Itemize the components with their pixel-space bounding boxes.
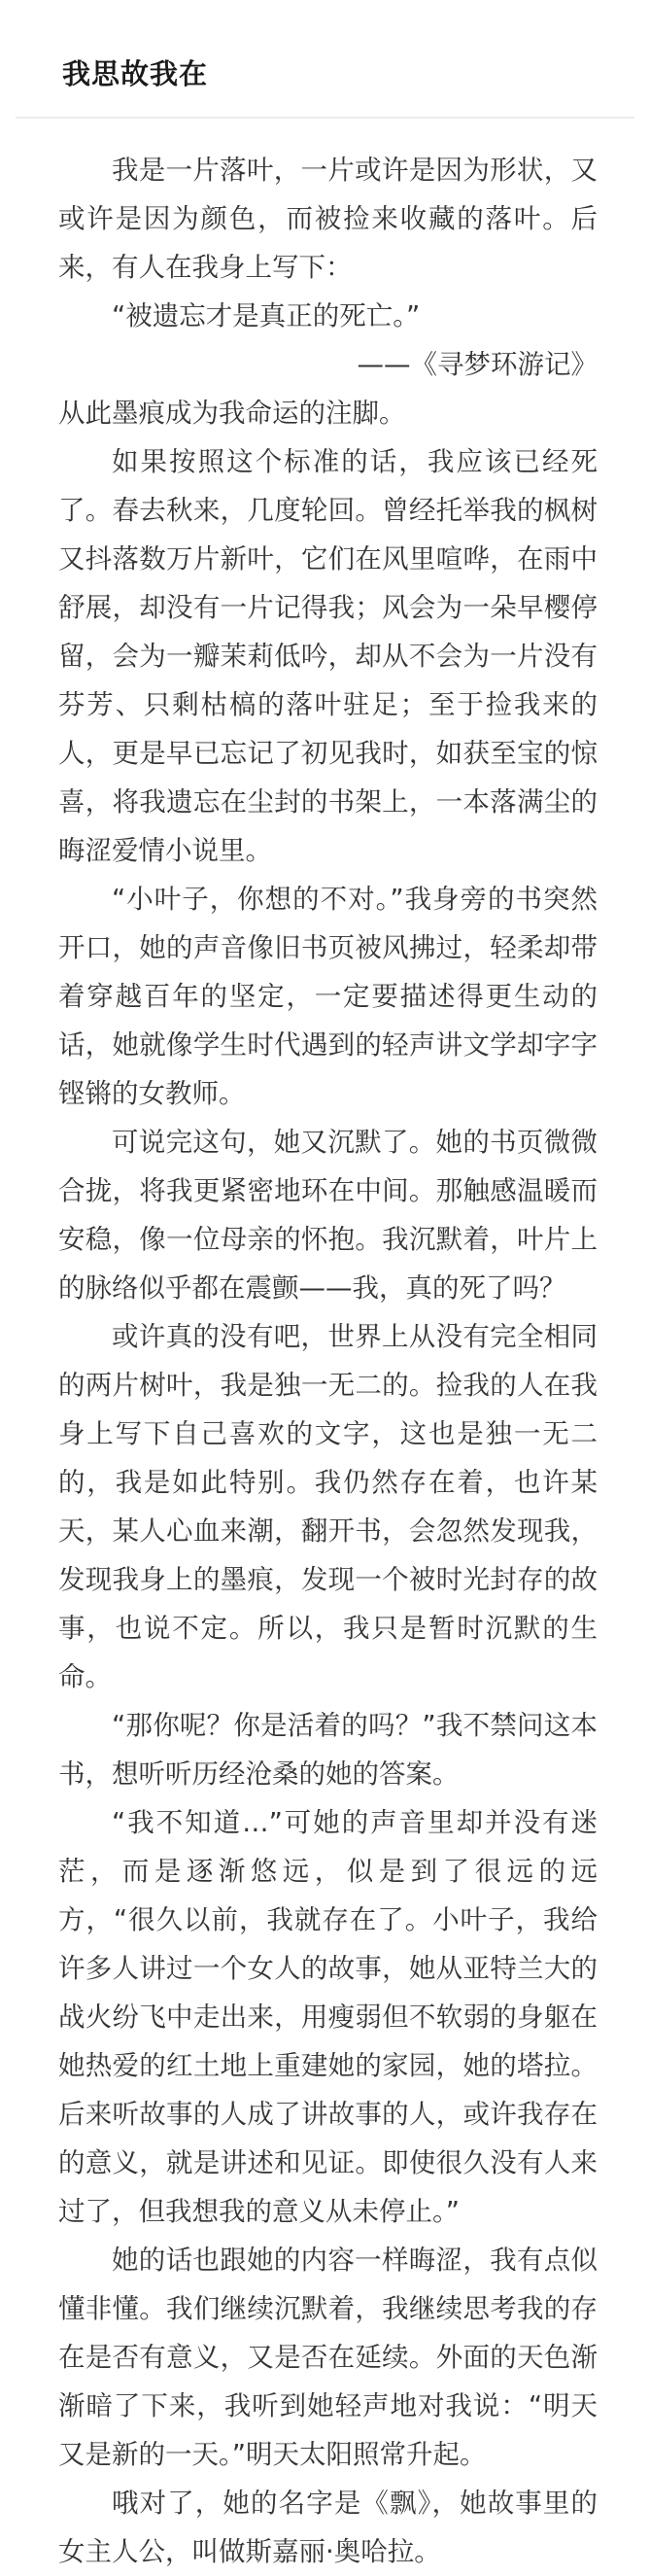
article-paragraph: 或许真的没有吧，世界上从没有完全相同的两片树叶，我是独一无二的。捡我的人在我身上写下自己喜欢的文字，这也是独一无二的，我是如此特别。我仍然存在着，也许某天，某人心血来潮，翻开书，会忽然发现我，发现我身上的墨痕，发现一个被时光封存的故事，也说不定。所以，我只是暂时沉默的生命。 — [58, 1321, 598, 1692]
article-body — [58, 146, 598, 2576]
article-paragraph: 哦对了，她的名字是《飘》，她故事里的女主人公，叫做斯嘉丽·奥哈拉。 — [58, 2488, 598, 2567]
article-paragraph: 我是一片落叶，一片或许是因为形状，又或许是因为颜色，而被捡来收藏的落叶。后来，有人在我身上写下： — [58, 155, 598, 283]
article-paragraph: “被遗忘才是真正的死亡。” — [112, 300, 421, 331]
article-header — [0, 0, 650, 117]
article-title: 我思故我在 — [62, 57, 209, 90]
article-paragraph: 她的话也跟她的内容一样晦涩，我有点似懂非懂。我们继续沉默着，我继续思考我的存在是否有意义，又是否在延续。外面的天色渐渐暗了下来，我听到她轻声地对我说：“明天又是新的一天。”明天太阳照常升起。 — [58, 2245, 598, 2470]
article-paragraph: “小叶子，你想的不对。”我身旁的书突然开口，她的声音像旧书页被风拂过，轻柔却带着穿越百年的坚定，一定要描述得更生动的话，她就像学生时代遇到的轻声讲文学却字字铿锵的女教师。 — [58, 884, 598, 1109]
quote-attribution: ——《寻梦环游记》 — [357, 349, 598, 380]
article-paragraph: 从此墨痕成为我命运的注脚。 — [58, 398, 406, 429]
article-paragraph: 可说完这句，她又沉默了。她的书页微微合拢，将我更紧密地环在中间。那触感温暖而安稳，像一位母亲的怀抱。我沉默着，叶片上的脉络似乎都在震颤——我，真的死了吗？ — [58, 1127, 598, 1304]
article-paragraph: “我不知道…”可她的声音里却并没有迷茫，而是逐渐悠远，似是到了很远的远方，“很久以前，我就存在了。小叶子，我给许多人讲过一个女人的故事，她从亚特兰大的战火纷飞中走出来，用瘦弱但不软弱的身躯在她热爱的红土地上重建她的家园，她的塔拉。后来听故事的人成了讲故事的人，或许我存在的意义，就是讲述和见证。即使很久没有人来过了，但我想我的意义从未停止。” — [58, 1807, 598, 2227]
header-divider — [16, 117, 634, 119]
article-paragraph: “那你呢？你是活着的吗？”我不禁问这本书，想听听历经沧桑的她的答案。 — [58, 1710, 598, 1790]
article-paragraph: 如果按照这个标准的话，我应该已经死了。春去秋来，几度轮回。曾经托举我的枫树又抖落数万片新叶，它们在风里喧哗，在雨中舒展，却没有一片记得我；风会为一朵早樱停留，会为一瓣茉莉低吟，却从不会为一片没有芬芳、只剩枯槁的落叶驻足；至于捡我来的人，更是早已忘记了初见我时，如获至宝的惊喜，将我遗忘在尘封的书架上，一本落满尘的晦涩爱情小说里。 — [58, 446, 598, 866]
